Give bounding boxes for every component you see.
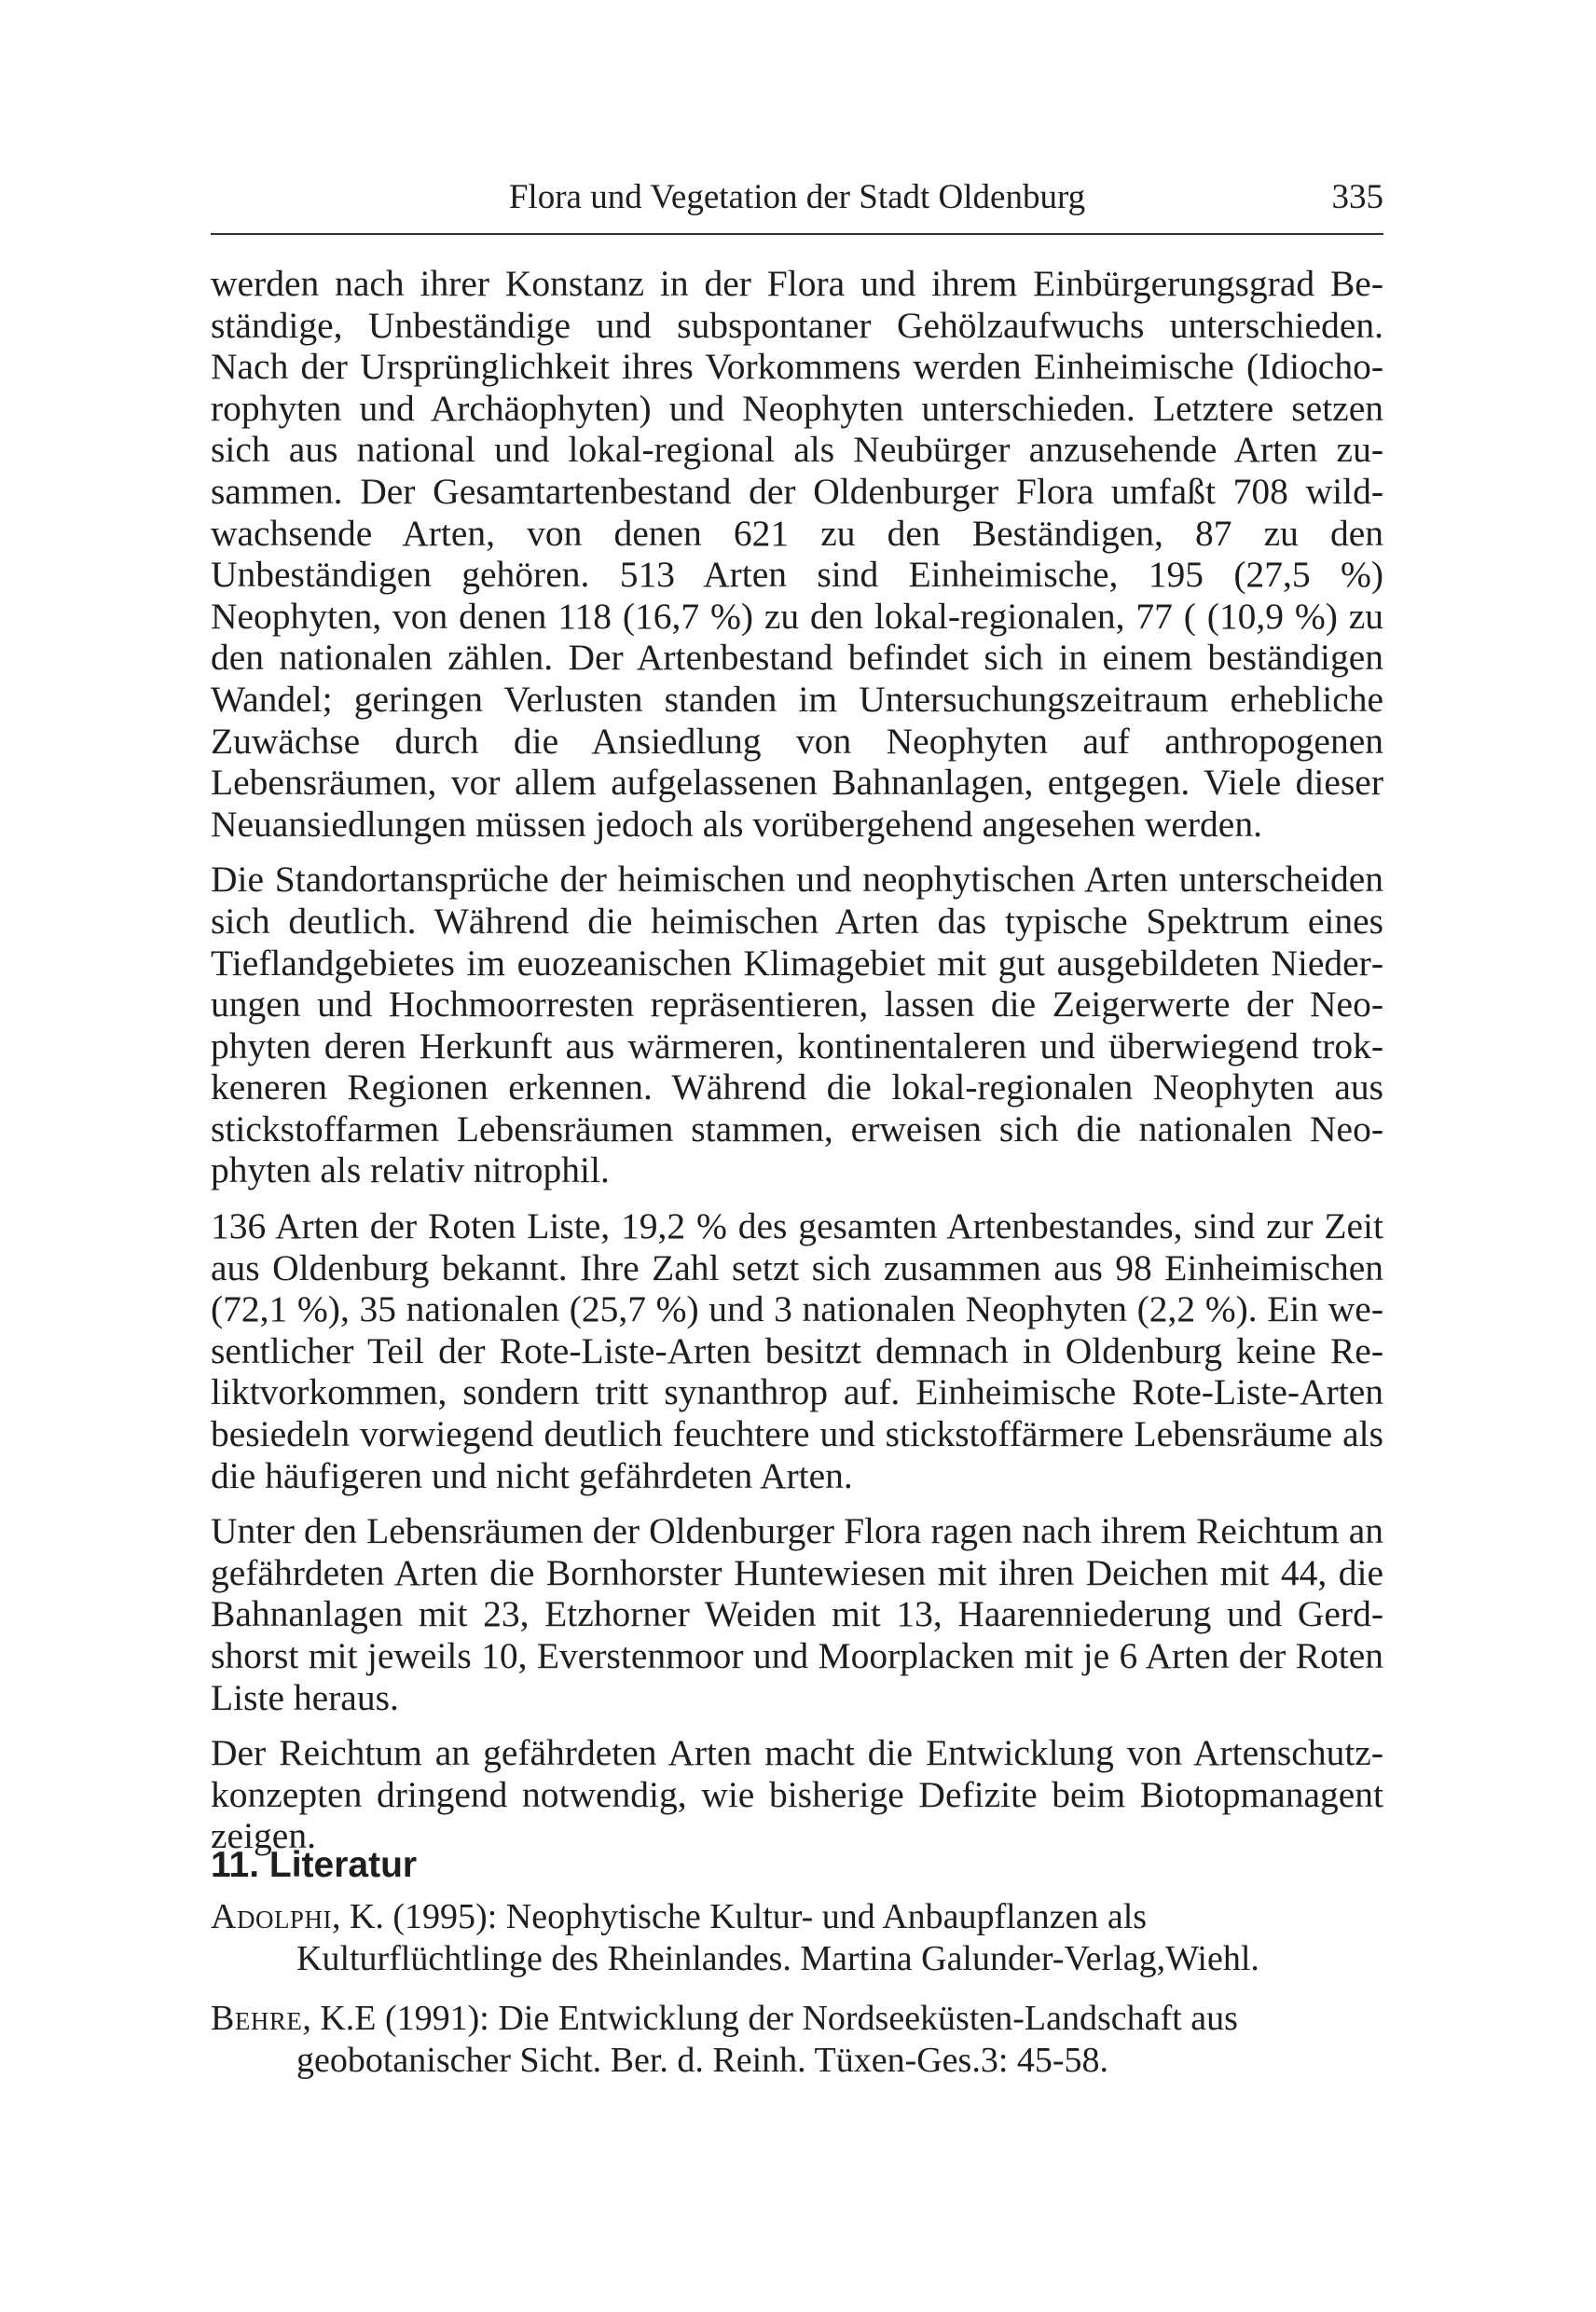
paragraph-5: Der Reichtum an gefährdeten Arten macht die Entwicklung von Artenschutzkonzepten dringend notwendig, wie bisherige Defizite beim Biotopmanagent zeigen.: [211, 1732, 1383, 1857]
reference-entry: [211, 1998, 1383, 2081]
reference-author: Behre: [211, 1999, 303, 2039]
reference-details: , K. (1995): Neophytische Kultur- und Anbaupflanzen als Kulturflüchtlinge des Rheinlandes. Martina Galunder-Verlag,Wiehl.: [296, 1897, 1259, 1978]
section-heading-literature: 11. Literatur: [211, 1845, 418, 1885]
page-number: 335: [1331, 178, 1383, 216]
reference-list: [211, 1896, 1383, 2099]
header-rule: [211, 233, 1383, 235]
body-text: [211, 263, 1383, 1871]
reference-details: , K.E (1991): Die Entwicklung der Nordseeküsten-Landschaft aus geobotanischer Sicht. Ber. d. Reinh. Tüxen-Ges.3: 45-58.: [296, 1999, 1238, 2080]
running-title: Flora und Vegetation der Stadt Oldenburg: [508, 178, 1086, 216]
paragraph-4: Unter den Lebensräumen der Oldenburger Flora ragen nach ihrem Reichtum an gefährdeten Arten die Bornhorster Huntewiesen mit ihren Deichen mit 44, die Bahnanlagen mit 23, Etzhorner Weiden mit 13, Haarenniederung und Gerdshorst mit jeweils 10, Everstenmoor und Moorplacken mit je 6 Arten der Roten Liste heraus.: [211, 1510, 1383, 1718]
paragraph-1: werden nach ihrer Konstanz in der Flora und ihrem Einbürgerungsgrad Beständige, Unbeständige und subspontaner Gehölzaufwuchs unterschieden. Nach der Ursprünglichkeit ihres Vorkommens werden Einheimische (Idiochorophyten und Archäophyten) und Neophyten unterschieden. Letztere setzen sich aus national und lokal-regional als Neubürger anzusehende Arten zusammen. Der Gesamtartenbestand der Oldenburger Flora umfaßt 708 wildwachsende Arten, von denen 621 zu den Beständigen, 87 zu den Unbeständigen gehören. 513 Arten sind Einheimische, 195 (27,5 %) Neophyten, von denen 118 (16,7 %) zu den lokal-regionalen, 77 ( (10,9 %) zu den nationalen zählen. Der Artenbestand befindet sich in einem beständigen Wandel; geringen Verlusten standen im Untersuchungszeitraum erhebliche Zuwächse durch die Ansiedlung von Neophyten auf anthropogenen Lebensräumen, vor allem aufgelassenen Bahnanlagen, entgegen. Viele dieser Neuansiedlungen müssen jedoch als vorübergehend angesehen werden.: [211, 263, 1383, 845]
reference-entry: [211, 1896, 1383, 1979]
running-header: [211, 173, 1383, 222]
paragraph-3: 136 Arten der Roten Liste, 19,2 % des gesamten Artenbestandes, sind zur Zeit aus Oldenburg bekannt. Ihre Zahl setzt sich zusammen aus 98 Einheimischen (72,1 %), 35 nationalen (25,7 %) und 3 nationalen Neophyten (2,2 %). Ein wesentlicher Teil der Rote-Liste-Arten besitzt demnach in Oldenburg keine Reliktvorkommen, sondern tritt synanthrop auf. Einheimische Rote-Liste-Arten besiedeln vorwiegend deutlich feuchtere und stickstoffärmere Lebensräume als die häufigeren und nicht gefährdeten Arten.: [211, 1205, 1383, 1496]
reference-author: Adolphi: [211, 1897, 332, 1936]
paragraph-2: Die Standortansprüche der heimischen und neophytischen Arten unterscheiden sich deutlich. Während die heimischen Arten das typische Spektrum eines Tieflandgebietes im euozeanischen Klimagebiet mit gut ausgebildeten Niederungen und Hochmoorresten repräsentieren, lassen die Zeigerwerte der Neophyten deren Herkunft aus wärmeren, kontinentaleren und überwiegend trokkeneren Regionen erkennen. Während die lokal-regionalen Neophyten aus stickstoffarmen Lebensräumen stammen, erweisen sich die nationalen Neophyten als relativ nitrophil.: [211, 859, 1383, 1191]
